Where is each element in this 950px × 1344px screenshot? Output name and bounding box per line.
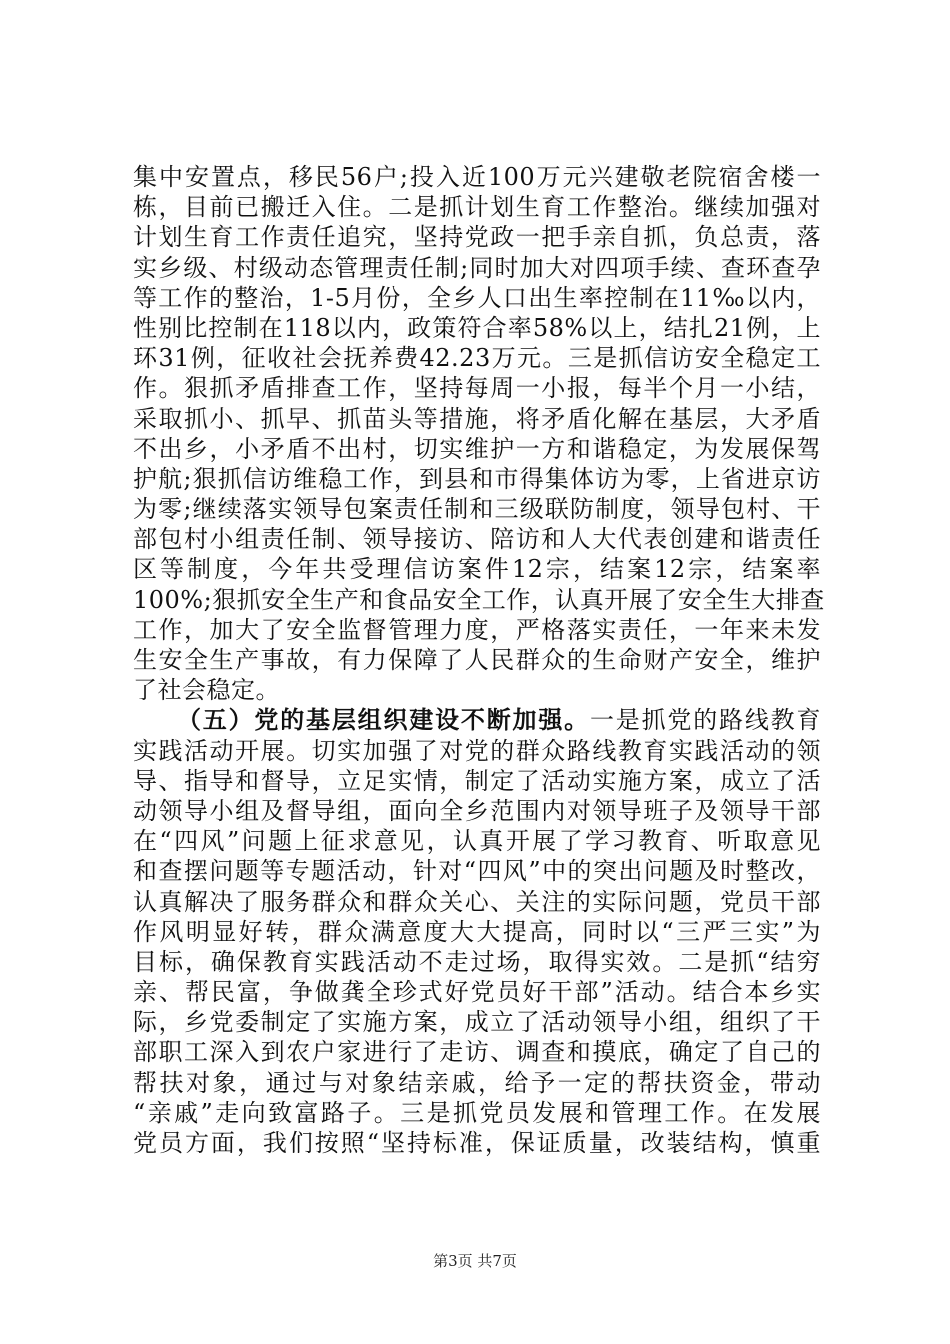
text-line: 在“四风”问题上征求意见，认真开展了学习教育、听取意见 (133, 827, 821, 856)
text-line: 栋，目前已搬迁入住。二是抓计划生育工作整治。继续加强对 (133, 193, 821, 222)
text-line: 帮扶对象，通过与对象结亲戚，给予一定的帮扶资金，带动 (133, 1068, 821, 1097)
text-line: 亲、帮民富，争做龚全珍式好党员好干部”活动。结合本乡实 (133, 978, 821, 1007)
text-line: 区等制度，今年共受理信访案件12宗，结案12宗，结案率 (133, 555, 821, 584)
text-line: 动领导小组及督导组，面向全乡范围内对领导班子及领导干部 (133, 796, 821, 825)
text-line: 生安全生产事故，有力保障了人民群众的生命财产安全，维护 (133, 646, 821, 674)
text-line: 部职工深入到农户家进行了走访、调查和摸底，确定了自己的 (133, 1038, 821, 1067)
paragraph (133, 705, 821, 1158)
paragraph (133, 162, 825, 705)
text-line (133, 705, 821, 735)
text-line: 100%;狠抓安全生产和食品安全工作，认真开展了安全生大排查 (133, 585, 825, 614)
text-line: 计划生育工作责任追究，坚持党政一把手亲自抓，负总责，落 (133, 223, 821, 252)
text-span: 一是抓党的路线教育 (590, 706, 821, 735)
text-line: 护航;狠抓信访维稳工作，到县和市得集体访为零，上省进京访 (133, 464, 821, 493)
text-line: 工作，加大了安全监督管理力度，严格落实责任，一年来未发 (133, 615, 821, 644)
text-line: 作风明显好转，群众满意度大大提高，同时以“三严三实”为 (133, 917, 821, 946)
text-line: 性别比控制在118以内，政策符合率58%以上，结扎21例，上 (133, 313, 821, 342)
text-line: 环31例，征收社会抚养费42.23万元。三是抓信访安全稳定工 (133, 344, 821, 373)
text-line: 认真解决了服务群众和群众关心、关注的实际问题，党员干部 (133, 887, 821, 916)
text-line: 和查摆问题等专题活动，针对“四风”中的突出问题及时整改， (133, 857, 821, 886)
text-line: 导、指导和督导，立足实情，制定了活动实施方案，成立了活 (133, 766, 821, 795)
text-line: 际，乡党委制定了实施方案，成立了活动领导小组，组织了干 (133, 1008, 821, 1037)
text-line: 了社会稳定。 (133, 676, 280, 705)
text-line: 实践活动开展。切实加强了对党的群众路线教育实践活动的领 (133, 736, 821, 765)
text-line: 实乡级、村级动态管理责任制;同时加大对四项手续、查环查孕 (133, 253, 821, 282)
text-line: 为零;继续落实领导包案责任制和三级联防制度，领导包村、干 (133, 495, 821, 524)
text-line: 采取抓小、抓早、抓苗头等措施，将矛盾化解在基层，大矛盾 (133, 404, 821, 433)
text-line: 部包村小组责任制、领导接访、陪访和人大代表创建和谐责任 (133, 525, 821, 554)
text-line: 党员方面，我们按照“坚持标准，保证质量，改装结构，慎重 (133, 1129, 821, 1157)
text-line: 等工作的整治，1-5月份，全乡人口出生率控制在11‰以内， (133, 283, 821, 312)
text-line: 集中安置点，移民56户;投入近100万元兴建敬老院宿舍楼一 (133, 163, 821, 191)
document-body (133, 162, 825, 1158)
text-line: 不出乡，小矛盾不出村，切实维护一方和谐稳定，为发展保驾 (133, 434, 821, 463)
text-line: 作。狠抓矛盾排查工作，坚持每周一小报，每半个月一小结， (133, 374, 821, 403)
section-heading: （五）党的基层组织建设不断加强。 (177, 705, 590, 735)
page-footer: 第3页 共7页 (433, 1252, 517, 1270)
text-line: 目标，确保教育实践活动不走过场，取得实效。二是抓“结穷 (133, 947, 821, 976)
text-line: “亲戚”走向致富路子。三是抓党员发展和管理工作。在发展 (133, 1098, 821, 1127)
